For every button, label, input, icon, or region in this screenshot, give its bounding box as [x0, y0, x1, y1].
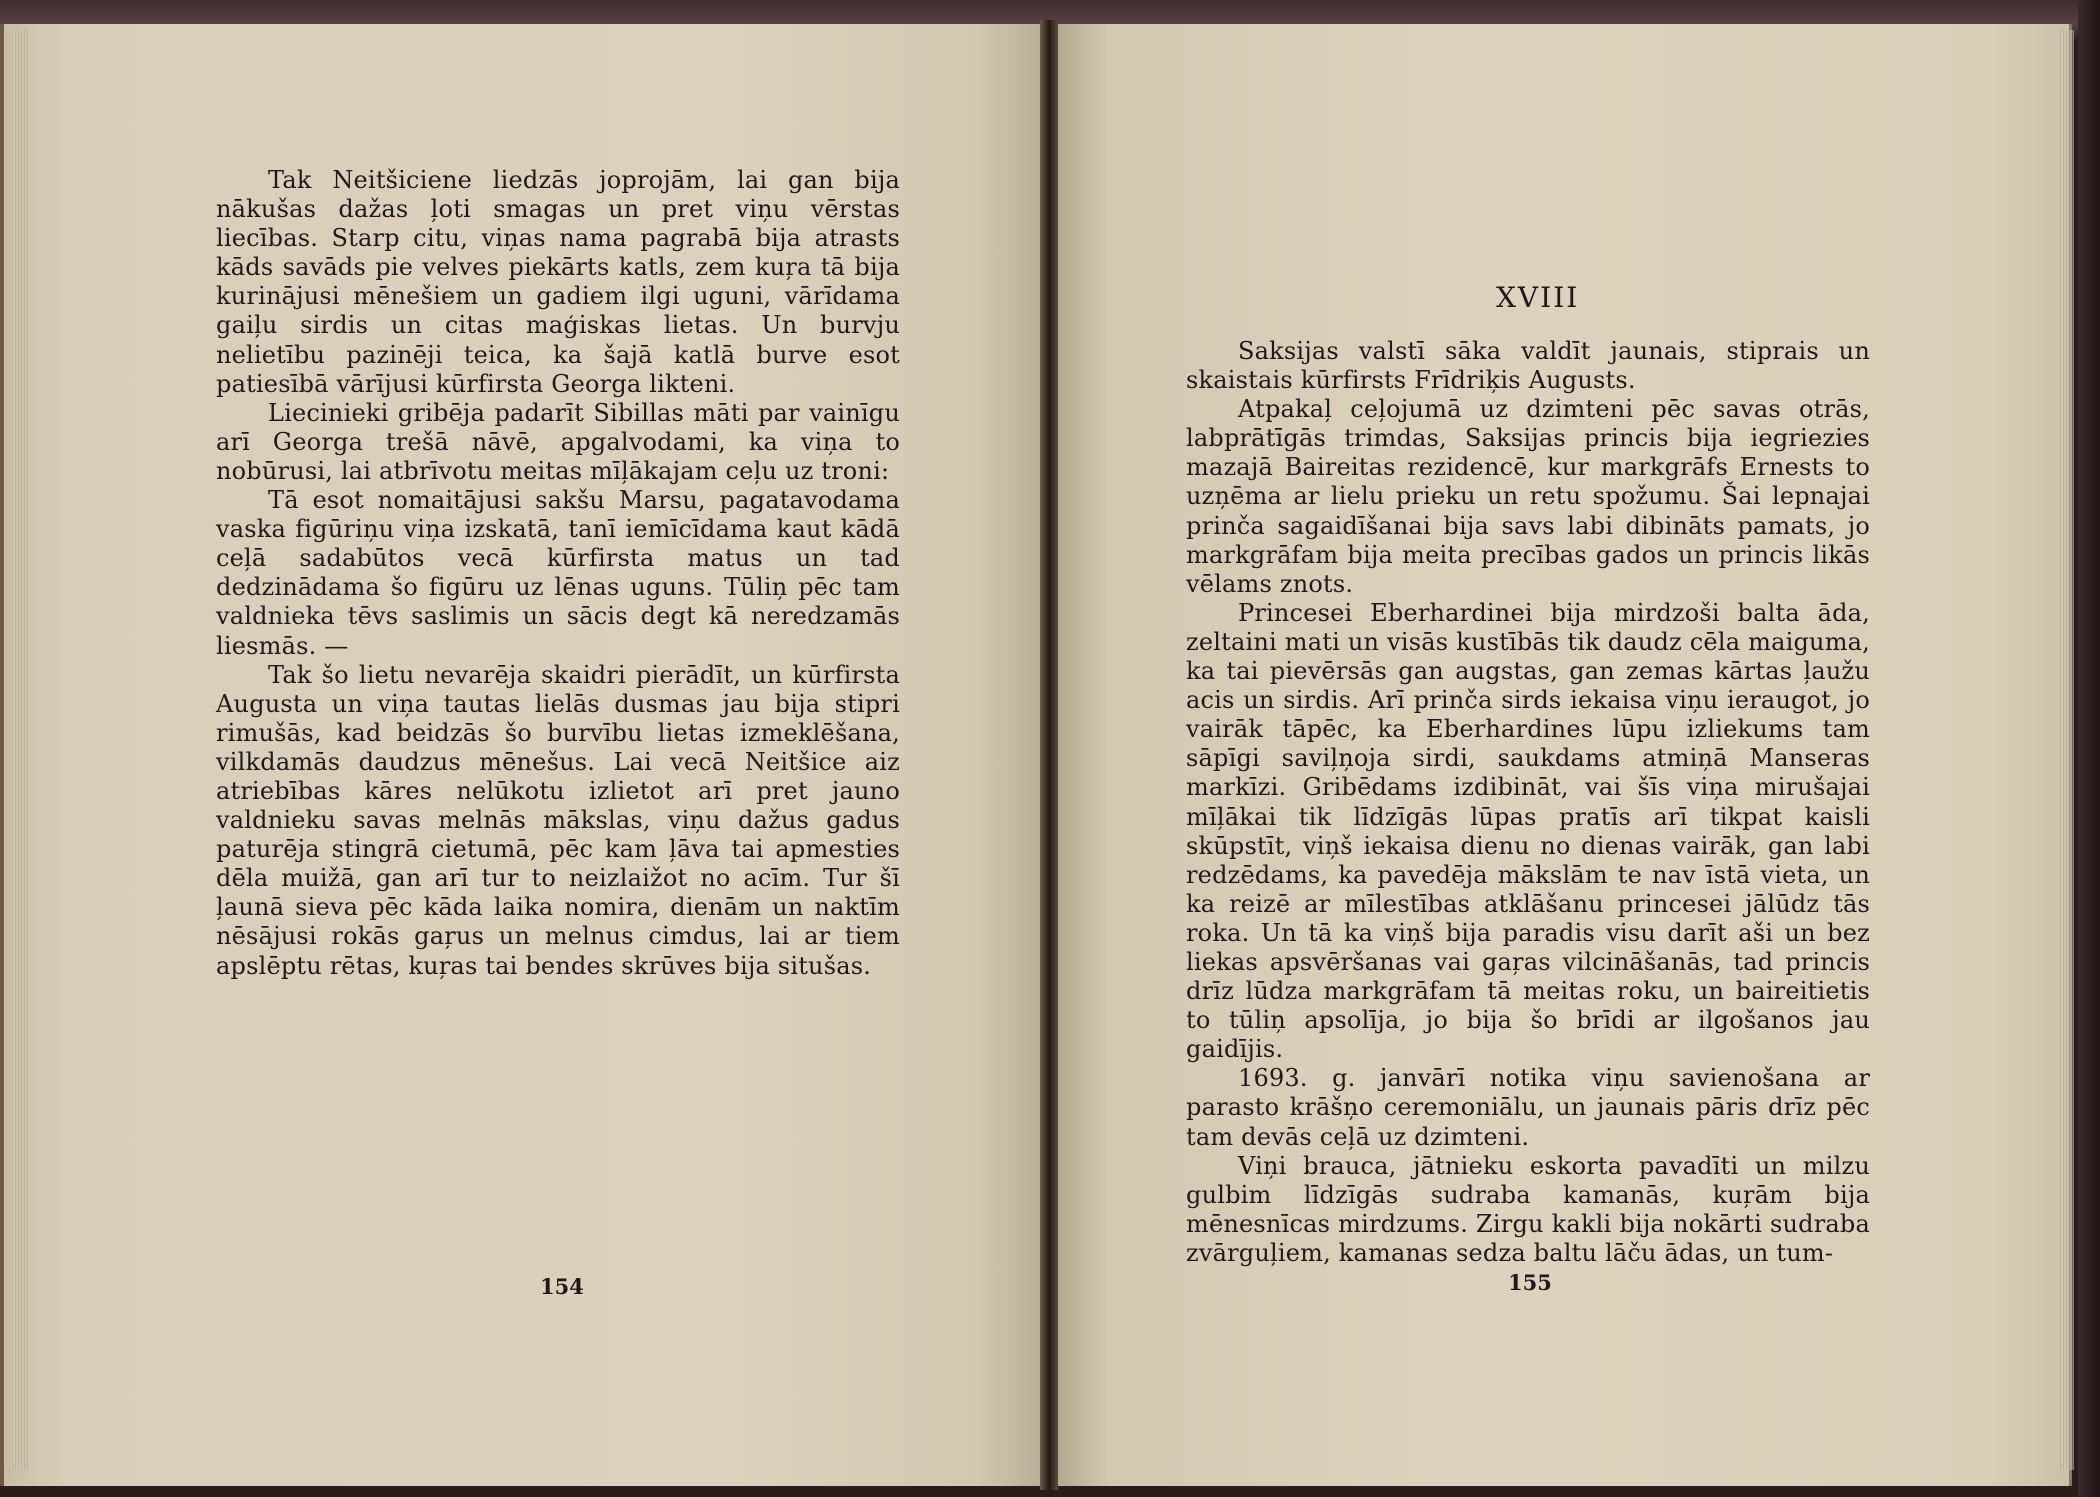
left-page-number: 154: [540, 1274, 584, 1299]
right-paragraph: 1693. g. janvārī notika viņu savienošana ar parasto krāšņo ceremoniālu, un jaunais pāris drīz pēc tam devās ceļā uz dzimteni.: [1186, 1064, 1870, 1151]
right-page-edges: [2058, 30, 2074, 1470]
book-gutter: [1040, 20, 1058, 1490]
right-paragraph: Viņi brauca, jātnieku eskorta pavadīti un milzu gulbim līdzīgās sudraba kamanās, kuŗām bija mēnesnīcas mirdzums. Zirgu kakli bija nokārti sudraba zvārguļiem, kamanas sedza baltu lāču ādas, un tum-: [1186, 1151, 1870, 1267]
right-page-number: 155: [1508, 1270, 1552, 1295]
right-paragraph: Princesei Eberhardinei bija mirdzoši balta āda, zeltaini mati un visās kustībās tik daudz cēla maiguma, ka tai pievērsās gan augstas, gan zemas kārtas ļaužu acis un sirdis. Arī prinča sirds iekaisa viņu ieraugot, jo vairāk tāpēc, ka Eberhardines lūpu izliekums tam sāpīgi saviļņoja sirdi, saukdams atmiņā Manseras markīzi. Gribēdams izdibināt, vai šīs viņa mirušajai mīļākai tik līdzīgās lūpas pratīs arī tikpat kaisli skūpstīt, viņš iekaisa dienu no dienas vairāk, gan labi redzēdams, ka pavedēja mākslām te nav īstā vieta, un ka reizē ar mīlestības atklāšanu princesei jālūdz tās roka. Un tā ka viņš bija paradis visu darīt aši un bez liekas apsvēršanas vai gaŗas vilcināšanās, tad princis drīz lūdza markgrāfam tā meitas roku, un baireitietis to tūliņ apsolīja, jo bija šo brīdi ar ilgošanos jau gaidījis.: [1186, 598, 1870, 1064]
chapter-heading: XVIII: [1496, 281, 1580, 314]
book-cover-right: [2078, 0, 2100, 1497]
left-paragraph: Tā esot nomaitājusi sakšu Marsu, pagatavodama vaska figūriņu viņa izskatā, tanī iemīcīdama kaut kādā ceļā sadabūtos vecā kūrfirsta matus un tad dedzinādama šo figūru uz lēnas uguns. Tūliņ pēc tam valdnieka tēvs saslimis un sācis degt kā neredzamās liesmās. —: [216, 486, 900, 660]
right-paragraph: Atpakaļ ceļojumā uz dzimteni pēc savas otrās, labprātīgās trimdas, Saksijas princis bija iegriezies mazajā Baireitas rezidencē, kur markgrāfs Ernests to uzņēma ar lielu prieku un retu spožumu. Šai lepnajai prinča sagaidīšanai bija savs labi dibināts pamats, jo markgrāfam bija meita precības gados un princis likās vēlams znots.: [1186, 395, 1870, 598]
right-page-text: [1186, 337, 1870, 1268]
left-page-text: [216, 166, 900, 981]
left-paragraph: Tak Neitšiciene liedzās joprojām, lai gan bija nākušas dažas ļoti smagas un pret viņu vērstas liecības. Starp citu, viņas nama pagrabā bija atrasts kāds savāds pie velves piekārts katls, zem kuŗa tā bija kurinājusi mēnešiem un gadiem ilgi uguni, vārīdama gaiļu sirdis un citas maģiskas lietas. Un burvju nelietību pazinēji teica, ka šajā katlā burve esot patiesībā vārījusi kūrfirsta Georga likteni.: [216, 166, 900, 398]
left-page-edges: [4, 30, 28, 1470]
left-paragraph: Liecinieki gribēja padarīt Sibillas māti par vainīgu arī Georga trešā nāvē, apgalvodami, ka viņa to nobūrusi, lai atbrīvotu meitas mīļākajam ceļu uz troni:: [216, 398, 900, 485]
left-paragraph: Tak šo lietu nevarēja skaidri pierādīt, un kūrfirsta Augusta un viņa tautas lielās dusmas jau bija stipri rimušās, kad beidzās šo burvību lietas izmeklēšana, vilkdamās daudzus mēnešus. Lai vecā Neitšice aiz atriebības kāres nelūkotu izlietot arī pret jauno valdnieku savas melnās mākslas, viņu dažus gadus paturēja stingrā cietumā, pēc kam ļāva tai apmesties dēla muižā, gan arī tur to neizlaižot no acīm. Tur šī ļaunā sieva pēc kāda laika nomira, dienām un naktīm nēsājusi rokās gaŗus un melnus cimdus, lai ar tiem apslēptu rētas, kuŗas tai bendes skrūves bija situšas.: [216, 660, 900, 980]
right-paragraph: Saksijas valstī sāka valdīt jaunais, stiprais un skaistais kūrfirsts Frīdriķis Augusts.: [1186, 337, 1870, 395]
